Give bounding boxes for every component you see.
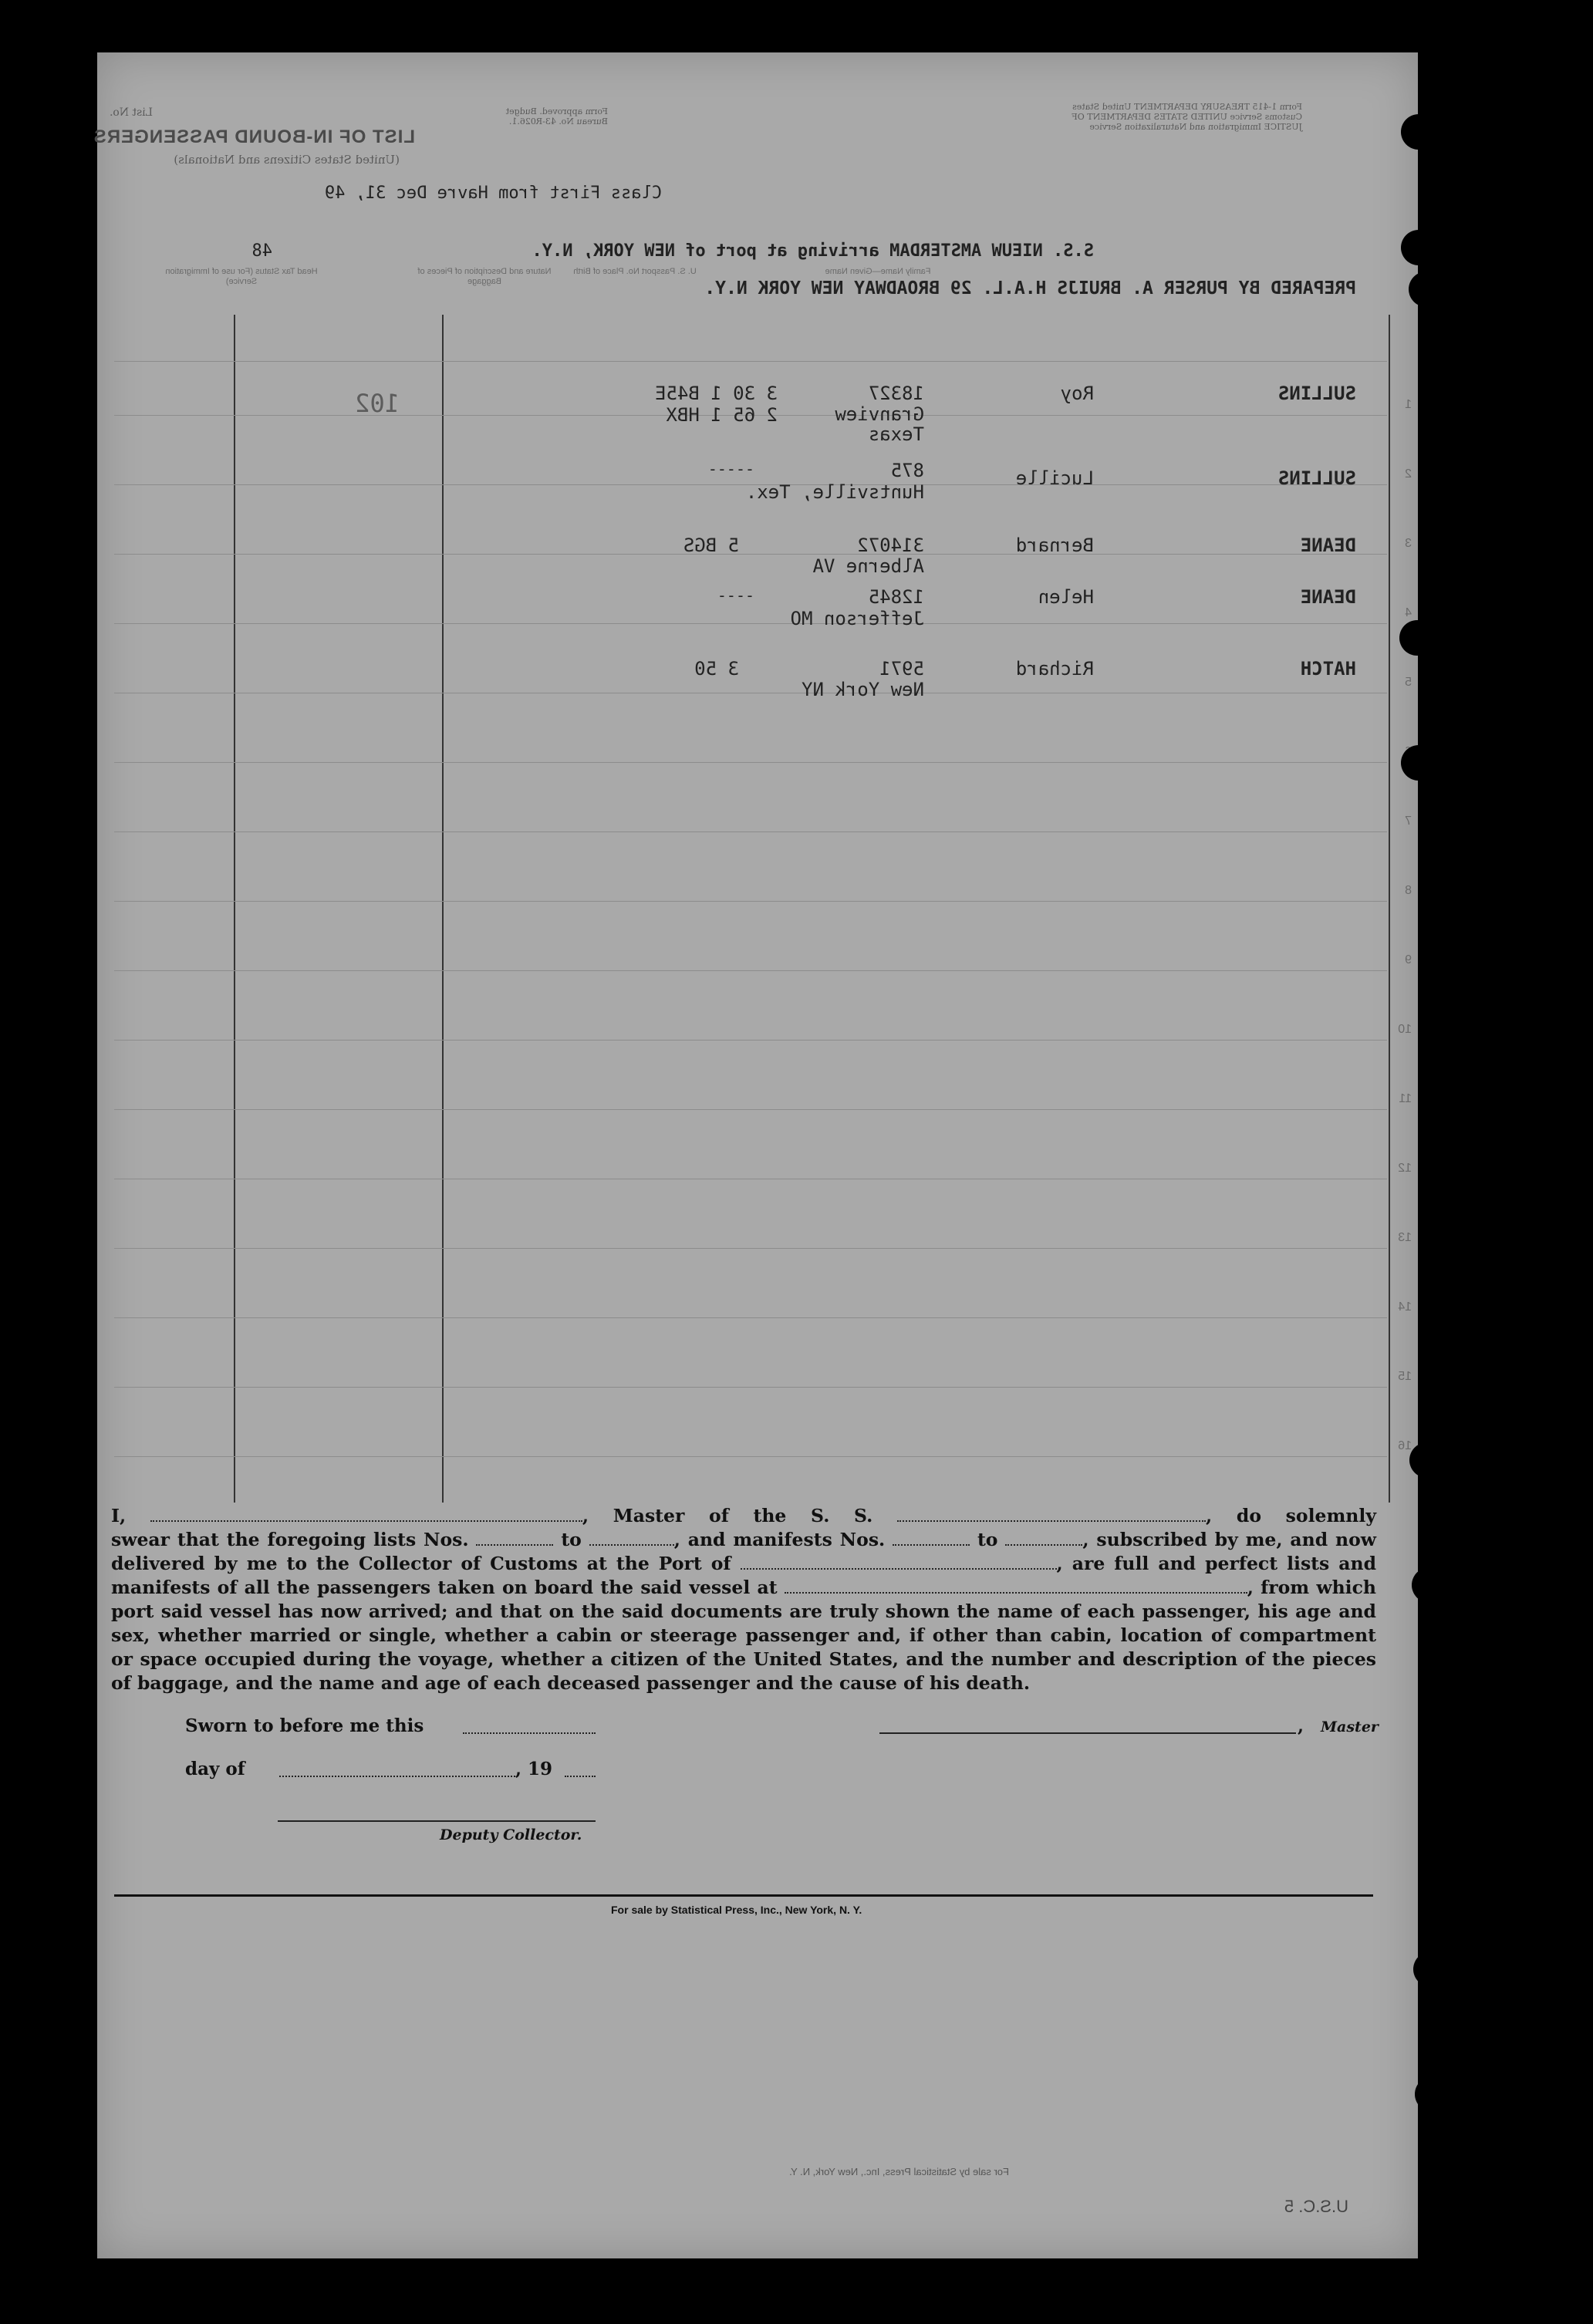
col-header-passport: U. S. Passport No. Place of Birth xyxy=(573,267,697,276)
bleed-through-footer xyxy=(97,2135,1418,2258)
oath-text: , do solemnly xyxy=(1206,1505,1376,1526)
place-of-birth: New York NY xyxy=(802,679,924,700)
oath-text: delivered by me to the Collector of Customs at the Port of xyxy=(111,1553,731,1574)
baggage-code: ---- xyxy=(717,586,754,605)
col-divider xyxy=(234,315,235,1503)
punch-hole xyxy=(1419,1089,1455,1125)
punch-hole xyxy=(1399,620,1435,656)
oath-line xyxy=(111,1504,1376,1528)
master-signature-line xyxy=(879,1732,1296,1734)
port-field xyxy=(741,1554,1057,1570)
given-name: Helen xyxy=(1038,586,1094,608)
punch-hole xyxy=(1409,1442,1445,1478)
oath-line: sex, whether married or single, whether a cabin or steerage passenger and, if other than cabin, location of compartment xyxy=(111,1624,1376,1646)
deputy-signature-line xyxy=(278,1820,596,1822)
mirrored-title: LIST OF IN-BOUND PASSENGERS xyxy=(93,126,415,147)
family-name: SULLINS xyxy=(1277,383,1356,404)
row-rule xyxy=(114,554,1387,555)
manifest-to-field xyxy=(1005,1530,1082,1546)
oath-line: of baggage, and the name and age of each deceased passenger and the cause of his death. xyxy=(111,1672,1031,1694)
place-of-birth: Alberne VA xyxy=(812,555,924,577)
row-rule xyxy=(114,1317,1387,1318)
year-field xyxy=(565,1776,596,1777)
manifest-from-field xyxy=(893,1530,970,1546)
row-number: 5 xyxy=(1405,676,1412,689)
footer-rule xyxy=(114,1894,1373,1897)
row-rule xyxy=(114,1456,1387,1457)
year-prefix: , 19 xyxy=(515,1759,553,1779)
row-number: 14 xyxy=(1398,1300,1412,1314)
list-to-field xyxy=(589,1530,674,1546)
punch-hole xyxy=(1412,1567,1447,1603)
oath-line xyxy=(111,1528,1376,1552)
place-of-birth: Huntsville, Tex. xyxy=(745,481,924,503)
month-field xyxy=(279,1776,515,1777)
sworn-day-field xyxy=(463,1732,596,1734)
list-no-label: List No. xyxy=(110,106,153,119)
passport-number: 5971 xyxy=(879,658,924,680)
vessel-line: S.S. NIEUW AMSTERDAM arriving at port of NEW YORK, N.Y. xyxy=(532,241,1094,261)
given-name: Richard xyxy=(1015,658,1094,680)
passport-number: 875 xyxy=(890,460,924,481)
family-name: DEANE xyxy=(1300,535,1356,556)
oath-text: , subscribed by me, and now xyxy=(1082,1529,1377,1550)
baggage-code: 5 BGS xyxy=(683,535,739,556)
row-number: 16 xyxy=(1398,1439,1412,1452)
oath-text: , are full and perfect lists and xyxy=(1056,1553,1377,1574)
deputy-collector-label: Deputy Collector. xyxy=(440,1826,582,1843)
baggage-code: 3 30 1 B45E xyxy=(655,383,778,404)
baggage-code: ----- xyxy=(707,460,754,478)
col-header-headtax: Head Tax Status (For use of Immigration Service) xyxy=(165,267,318,286)
passport-number: 18327 xyxy=(868,383,924,404)
oath-line xyxy=(111,1576,1376,1600)
department-note: Form 1-415 TREASURY DEPARTMENT United States Customs Service UNITED STATES DEPARTMENT OF JUSTICE Immigration and Naturalization Service xyxy=(1072,102,1302,132)
vessel-date: 48 xyxy=(251,241,272,261)
row-rule xyxy=(114,1387,1387,1388)
oath-line xyxy=(111,1552,1376,1576)
day-of-label: day of xyxy=(185,1759,245,1779)
row-rule xyxy=(114,762,1387,763)
row-number: 7 xyxy=(1405,815,1412,828)
punch-hole xyxy=(1401,230,1436,265)
form-approved-note: Form approved. Budget Bureau No. 43-R026.1. xyxy=(505,106,608,126)
punch-hole xyxy=(1415,2076,1450,2112)
baggage-code: 2 65 1 HBX xyxy=(666,404,778,426)
row-number: 9 xyxy=(1405,953,1412,966)
col-header-baggage: Nature and Description of Pieces of Baggage xyxy=(417,267,552,286)
list-from-field xyxy=(476,1530,553,1546)
row-rule xyxy=(114,1248,1387,1249)
bleed-through-reverse xyxy=(93,52,1418,1518)
row-rule xyxy=(114,901,1387,902)
punch-hole xyxy=(1409,272,1444,307)
departure-port-field xyxy=(785,1578,1247,1594)
place-of-birth: Jefferson MO xyxy=(790,608,924,629)
given-name: Roy xyxy=(1060,383,1094,404)
baggage-code: 3 50 xyxy=(694,658,739,680)
sworn-label: Sworn to before me this xyxy=(185,1715,424,1736)
row-rule xyxy=(114,1040,1387,1041)
ship-name-field xyxy=(897,1506,1206,1522)
oath-paragraph xyxy=(111,1504,1376,1695)
family-name: SULLINS xyxy=(1277,467,1356,489)
col-divider xyxy=(442,315,444,1503)
punch-hole xyxy=(1401,745,1436,781)
row-rule xyxy=(114,623,1387,624)
mirrored-subtitle: (United States Citizens and Nationals) xyxy=(174,153,400,167)
oath-line: or space occupied during the voyage, whether a citizen of the United States, and the number and description of the pieces xyxy=(111,1648,1376,1670)
punch-hole xyxy=(1413,1951,1449,1987)
row-rule xyxy=(114,831,1387,832)
row-number: 12 xyxy=(1398,1162,1412,1175)
class-line: Class First from Havre Dec 31, 49 xyxy=(324,184,662,203)
master-name-field xyxy=(150,1506,582,1522)
punch-hole xyxy=(1401,114,1436,150)
row-number: 1 xyxy=(1405,398,1412,411)
row-number: 11 xyxy=(1399,1092,1412,1105)
row-rule xyxy=(114,1109,1387,1110)
manifest-sheet xyxy=(93,52,1418,2258)
row-number: 3 xyxy=(1405,537,1412,550)
head-tax-number: 102 xyxy=(355,389,400,418)
oath-text: manifests of all the passengers taken on board the said vessel at xyxy=(111,1577,778,1598)
prepared-by-line: PREPARED BY PURSER A. BRUIJS H.A.L. 29 BROADWAY NEW YORK N.Y. xyxy=(704,278,1356,299)
col-divider xyxy=(1389,315,1390,1503)
oath-text: I, xyxy=(111,1505,127,1526)
oath-text: , Master of the S. S. xyxy=(582,1505,873,1526)
master-label: Master xyxy=(1321,1719,1379,1735)
row-number: 8 xyxy=(1405,884,1412,897)
row-number: 4 xyxy=(1405,606,1412,619)
row-rule xyxy=(114,361,1387,362)
oath-line: port said vessel has now arrived; and that on the said documents are truly shown the name of each passenger, his age and xyxy=(111,1600,1376,1622)
family-name: DEANE xyxy=(1300,586,1356,608)
oath-text: , from which xyxy=(1247,1577,1376,1598)
family-name: HATCH xyxy=(1300,658,1356,680)
form-code: U.S.C. 5 xyxy=(1284,2197,1348,2216)
oath-text: , and manifests Nos. xyxy=(673,1529,886,1550)
row-number: 2 xyxy=(1405,467,1412,481)
given-name: Lucille xyxy=(1015,467,1094,489)
passport-number: 12845 xyxy=(868,586,924,608)
mirrored-for-sale: For sale by Statistical Press, Inc., New York, N. Y. xyxy=(789,2166,1009,2177)
punch-hole xyxy=(1418,1901,1453,1936)
given-name: Bernard xyxy=(1015,535,1094,556)
oath-text: swear that the foregoing lists Nos. xyxy=(111,1529,469,1550)
row-number: 15 xyxy=(1398,1370,1412,1383)
place-of-birth: Granview Texas xyxy=(835,403,924,445)
oath-text: to xyxy=(977,1529,998,1550)
row-rule xyxy=(114,970,1387,971)
oath-text: to xyxy=(561,1529,582,1550)
for-sale-note: For sale by Statistical Press, Inc., New York, N. Y. xyxy=(611,1904,862,1916)
row-number: 13 xyxy=(1398,1231,1412,1244)
col-header-name: Family Name—Given Name xyxy=(825,267,931,276)
passport-number: 314072 xyxy=(857,535,924,556)
row-number: 10 xyxy=(1398,1023,1412,1036)
